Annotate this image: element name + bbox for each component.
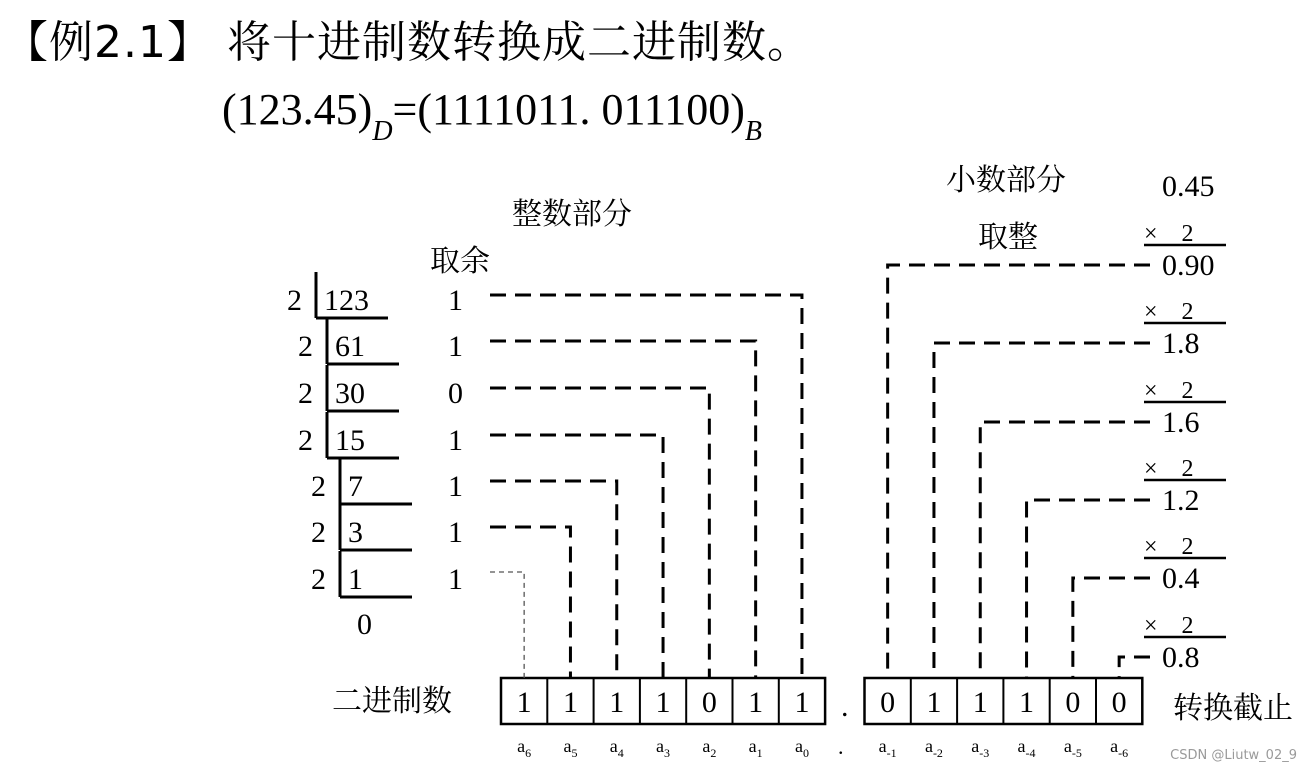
equation-lhs: (123.45)	[222, 85, 373, 134]
integer-bit: 1	[516, 686, 532, 719]
equation-rhs: (1111011. 011100)	[417, 85, 745, 134]
multiplier-x2: × 2	[1144, 456, 1194, 482]
integer-digit-connector	[1073, 578, 1150, 678]
product-value: 0.90	[1162, 249, 1215, 282]
dividend-value: 7	[348, 470, 363, 503]
binary-point: .	[841, 690, 849, 723]
remainder-connector	[490, 572, 524, 678]
multiplier-x2: × 2	[1144, 534, 1194, 560]
equation-lhs-subscript: D	[372, 116, 393, 147]
remainder-value: 1	[448, 516, 463, 549]
remainder-value: 1	[448, 330, 463, 363]
remainder-connector	[490, 481, 617, 678]
integer-bit-subscript: $a_2$	[702, 736, 717, 760]
integer-digit-connector	[1027, 500, 1150, 678]
integer-bit-subscript: $a_6$	[517, 736, 532, 760]
dividend-value: 1	[348, 563, 363, 596]
divisor-2: 2	[287, 284, 302, 317]
fraction-bit: 0	[880, 686, 896, 719]
remainder-connector	[490, 388, 709, 678]
integer-digit-connector	[1119, 657, 1150, 678]
integer-bit: 0	[701, 686, 717, 719]
product-value: 1.2	[1162, 484, 1200, 517]
fraction-bit: 1	[972, 686, 988, 719]
integer-part-heading: 整数部分	[512, 198, 632, 231]
remainder-value: 1	[448, 284, 463, 317]
multiplier-x2: × 2	[1144, 378, 1194, 404]
divisor-2: 2	[298, 330, 313, 363]
divisor-2: 2	[311, 470, 326, 503]
integer-bit-subscript: $a_3$	[656, 736, 671, 760]
conversion-stop-label: 转换截止	[1173, 692, 1293, 725]
remainder-label: 取余	[430, 245, 490, 278]
fraction-bit-subscript: $a_{-4}$	[1017, 736, 1036, 760]
integer-bit: 1	[794, 686, 810, 719]
equation-rhs-subscript: B	[744, 116, 762, 147]
divisor-2: 2	[311, 563, 326, 596]
integer-bit: 1	[655, 686, 671, 719]
take-integer-label: 取整	[978, 221, 1038, 254]
integer-bit-subscript: $a_5$	[563, 736, 578, 760]
binary-number-label: 二进制数	[332, 685, 452, 718]
fraction-start-value: 0.45	[1162, 170, 1215, 203]
integer-digit-connector	[980, 422, 1150, 678]
final-quotient: 0	[357, 608, 372, 641]
product-value: 0.8	[1162, 641, 1200, 674]
fraction-bit: 0	[1111, 686, 1127, 719]
multiplier-x2: × 2	[1144, 299, 1194, 325]
dividend-value: 123	[324, 284, 369, 317]
dividend-value: 3	[348, 516, 363, 549]
integer-bit-subscript: $a_4$	[609, 736, 624, 760]
remainder-value: 0	[448, 377, 463, 410]
multiplier-x2: × 2	[1144, 221, 1194, 247]
fraction-part-heading: 小数部分	[946, 164, 1066, 197]
fraction-bit: 0	[1065, 686, 1081, 719]
integer-bit: 1	[609, 686, 625, 719]
divisor-2: 2	[298, 377, 313, 410]
remainder-connector	[490, 435, 663, 678]
divisor-2: 2	[298, 424, 313, 457]
subscript-point: .	[838, 734, 844, 759]
equation-equals: =	[392, 85, 418, 134]
integer-digit-connector	[888, 265, 1150, 678]
remainder-connector	[490, 341, 756, 678]
dividend-value: 61	[335, 330, 365, 363]
fraction-bit-subscript: $a_{-3}$	[971, 736, 990, 760]
fraction-bit-subscript: $a_{-1}$	[878, 736, 897, 760]
dividend-value: 30	[335, 377, 365, 410]
integer-bit: 1	[562, 686, 578, 719]
remainder-value: 1	[448, 563, 463, 596]
multiplier-x2: × 2	[1144, 613, 1194, 639]
remainder-connector	[490, 527, 570, 678]
dividend-value: 15	[335, 424, 365, 457]
product-value: 0.4	[1162, 562, 1200, 595]
divisor-2: 2	[311, 516, 326, 549]
remainder-value: 1	[448, 424, 463, 457]
example-title: 【例2.1】 将十进制数转换成二进制数。	[4, 17, 812, 68]
fraction-bit: 1	[1019, 686, 1035, 719]
integer-bit-subscript: $a_0$	[794, 736, 809, 760]
fraction-bit-subscript: $a_{-2}$	[924, 736, 943, 760]
integer-digit-connector	[934, 343, 1150, 678]
fraction-bit: 1	[926, 686, 942, 719]
csdn-watermark: CSDN @Liutw_02_9	[1170, 748, 1297, 763]
product-value: 1.8	[1162, 327, 1200, 360]
integer-bit-subscript: $a_1$	[748, 736, 763, 760]
fraction-bit-subscript: $a_{-6}$	[1110, 736, 1129, 760]
fraction-bit-subscript: $a_{-5}$	[1063, 736, 1082, 760]
product-value: 1.6	[1162, 406, 1200, 439]
integer-bit: 1	[748, 686, 764, 719]
remainder-value: 1	[448, 470, 463, 503]
